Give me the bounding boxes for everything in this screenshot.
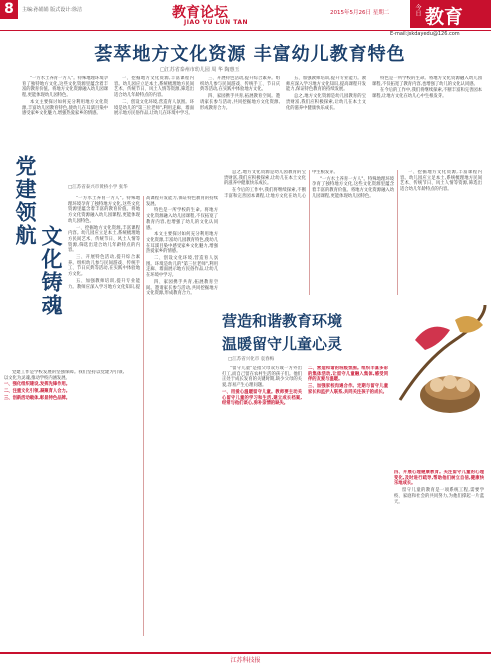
issue-date: 2015年5月26日 星期二 [330, 10, 390, 16]
brand-logo-big: 教育 [425, 6, 464, 28]
brand-logo [410, 0, 491, 28]
article2-col2: 二、营造和谐的班级氛围。组织丰富多彩的集体活动,让留守儿童融入集体,感受同伴的友爱与温暖。 三、加强家校沟通合作。定期与留守儿童家长和监护人联系,共同关注孩子的成长。 [308, 366, 388, 395]
article2-headline [222, 310, 392, 354]
article1-col3: 三、开展特色活动,提升综合素养。组织幼儿参与民间游戏、传统手工、节日庆典等活动,在实践中体验地方文化。 四、家园携手共育,拓展教育空间。邀请家长参与活动,共同挖掘地方文化资源,形成教育合力。 [200, 76, 280, 111]
page-number-box: 8 [0, 0, 18, 19]
article2-col3: 四、开展心理健康教育。关注留守儿童的心理变化,及时进行疏导,帮助他们树立自信,健康快乐地成长。 留守儿童的教育是一项系统工程,需要学校、家庭和社会的共同努力,为他们撑起一片蓝天。 [394, 470, 484, 505]
side-title-2: 文化铸魂 [39, 225, 64, 317]
article1-byline: □江苏省泰州市幼儿园 周 华 陶惠玉 [160, 67, 240, 73]
footer-rule [0, 652, 491, 654]
contact-email: E-mail:jskdayedu@126.com [390, 31, 460, 37]
article1-col1: "一方水土养育一方人"。特殊地理环境孕育了独特地方文化,这些文化资源里蕴含着丰富的教育价值。将地方文化资源融入幼儿园课程,更能体现幼儿园特色。 本文主要探讨如何充分利用地方文化资源,丰富幼儿园教育特色,使幼儿在耳濡目染中感受家乡文化魅力,增强热爱家乡的情感。 [22, 76, 108, 117]
article2-headline-line1: 营造和谐教育环境 [222, 312, 343, 330]
section-meta: 主编:孙娟娟 版式设计:徐洁 [22, 7, 82, 13]
article1-headline: 荟萃地方文化资源 丰富幼儿教育特色 [94, 44, 406, 65]
footer-paper-name: 江苏科技报 [230, 657, 261, 664]
side-title-1: 党建领航 [13, 155, 38, 247]
side-col: 党建工作是学校发展的坚强保障。我们坚持以党建为引领,以文化为灵魂,推动学校内涵发展。 一、强化组织建设,发挥先锋作用。 二、注重文化引领,凝聚育人合力。 三、创新活动载体,彰显特色品牌。 [4, 370, 124, 401]
side-feature-box [4, 150, 64, 365]
brand-logo-small: 今日 [414, 4, 421, 16]
article2-headline-line2: 温暖留守儿童心灵 [222, 335, 343, 353]
section-title-pinyin: JIAO YU LUN TAN [184, 19, 248, 26]
article1-col2: 一、挖掘地方文化资源,丰富课程内容。幼儿园应立足本土,系统梳理地方民间艺术、传统节日、风土人情等资源,筛选出适合幼儿年龄特点的内容。 二、创设文化环境,营造育人氛围。环境是幼儿的"第三位老师",利用走廊、墙面展示地方民俗作品,让幼儿在环境中学习。 [114, 76, 194, 117]
side-byline: □江苏省泰兴市黄桥小学 张华 [68, 185, 128, 190]
article1-col4: 五、加强教师培训,提升专业能力。教师应深入学习地方文化知识,提高课程开发能力,保证特色教育的持续发展。 总之,地方文化资源是幼儿园教育的宝贵财富,我们应积极探索,让幼儿在本土文化的滋养中健康快乐成长。 [286, 76, 366, 111]
section-title: 教育论坛 [172, 5, 228, 21]
bird-nest-illustration [395, 300, 487, 465]
article1-col5: 特色是一所学校的生命。将地方文化资源融入幼儿园课程,不仅拓宽了教育内容,也增强了幼儿的文化认同感。 在今后的工作中,我们将继续探索,不断丰富和完善园本课程,让地方文化在幼儿心中生根发芽。 [372, 76, 482, 100]
header-rule [0, 30, 491, 31]
article2-col1: "留守儿童"是指父母双方或一方外出打工,而自己留在农村生活的孩子们。他们正处于成长发育的关键时期,缺少父母的关爱,容易产生心理问题。 一、用爱心温暖留守儿童。教师要主动关心留守儿童的学习和生活,建立成长档案,经常与他们谈心,弥补亲情的缺失。 [222, 366, 302, 407]
article1-body-left: "一方水土养育一方人"。特殊地理环境孕育了独特地方文化,这些文化资源里蕴含着丰富的教育价值。将地方文化资源融入幼儿园课程,更能体现幼儿园特色。 一、挖掘地方文化资源,丰富课程内容。幼儿园应立足本土,系统梳理地方民间艺术、传统节日、风土人情等资源,筛选出适合幼儿年龄特点的内容。 三、开展特色活动,提升综合素养。组织幼儿参与民间游戏、传统手工、节日庆典等活动,在实践中体验地方文化。 五、加强教师培训,提升专业能力。教师应深入学习地方文化知识,提高课程开发能力,保证特色教育的持续发展。 特色是一所学校的生命。将地方文化资源融入幼儿园课程,不仅拓宽了教育内容,也增强了幼儿的文化认同感。 本文主要探讨如何充分利用地方文化资源,丰富幼儿园教育特色,使幼儿在耳濡目染中感受家乡文化魅力,增强热爱家乡的情感。 二、创设文化环境,营造育人氛围。环境是幼儿的"第三位老师",利用走廊、墙面展示地方民俗作品,让幼儿在环境中学习。 四、家园携手共育,拓展教育空间。邀请家长参与活动,共同挖掘地方文化资源,形成教育合力。 [68, 196, 218, 297]
article1-body-right: 总之,地方文化资源是幼儿园教育的宝贵财富,我们应积极探索,让幼儿在本土文化的滋养中健康快乐成长。 在今后的工作中,我们将继续探索,不断丰富和完善园本课程,让地方文化在幼儿心中生根发芽。 "一方水土养育一方人"。特殊地理环境孕育了独特地方文化,这些文化资源里蕴含着丰富的教育价值。将地方文化资源融入幼儿园课程,更能体现幼儿园特色。 一、挖掘地方文化资源,丰富课程内容。幼儿园应立足本土,系统梳理地方民间艺术、传统节日、风土人情等资源,筛选出适合幼儿年龄特点的内容。 [224, 170, 482, 199]
article2-byline: □江苏省兴化市 袁春梅 [228, 357, 275, 362]
